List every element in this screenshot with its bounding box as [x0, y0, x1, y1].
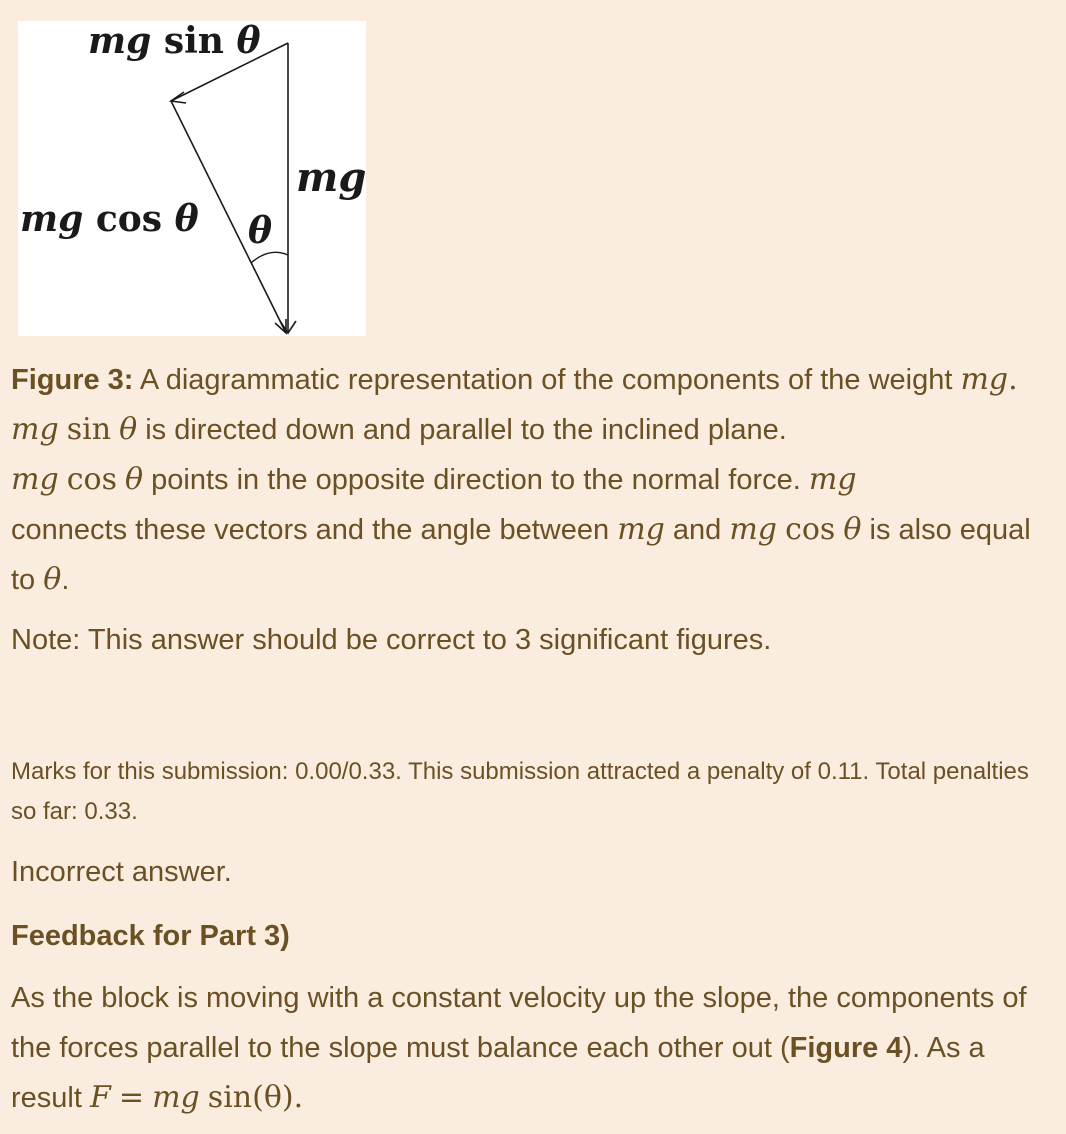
question-content — [11, 355, 1056, 1123]
feedback-text: As the block is moving with a constant velocity up the slope, the components of the forces parallel to the slope must balance each other out (Figure 4). As a result F = mg sin(θ). — [11, 982, 1027, 1115]
cos-component-label: mg cos θ — [20, 198, 199, 240]
sin-component-label: mg sin θ — [88, 21, 261, 62]
force-diagram-svg — [18, 21, 366, 336]
feedback-title: Feedback for Part 3) — [11, 920, 290, 952]
force-diagram-figure — [18, 21, 366, 336]
result-text: Incorrect answer. — [11, 856, 232, 888]
figure-4-reference: Figure 4 — [789, 1032, 903, 1064]
marks-text: Marks for this submission: 0.00/0.33. This submission attracted a penalty of 0.11. Total penalties so far: 0.33. — [11, 758, 1029, 825]
figure-label: Figure 3: — [11, 364, 134, 396]
angle-arc — [251, 252, 288, 263]
note-text: Note: This answer should be correct to 3 significant figures. — [11, 624, 772, 656]
figure-caption: Figure 3: A diagrammatic representation of the components of the weight mg. mg sin θ is directed down and parallel to the inclined plane. mg cos θ points in the opposite direction to the normal force. mg connects these vectors and the angle between mg and mg cos θ is also equal to θ. — [11, 362, 1031, 597]
angle-label: θ — [248, 210, 273, 252]
weight-label: mg — [296, 154, 366, 201]
